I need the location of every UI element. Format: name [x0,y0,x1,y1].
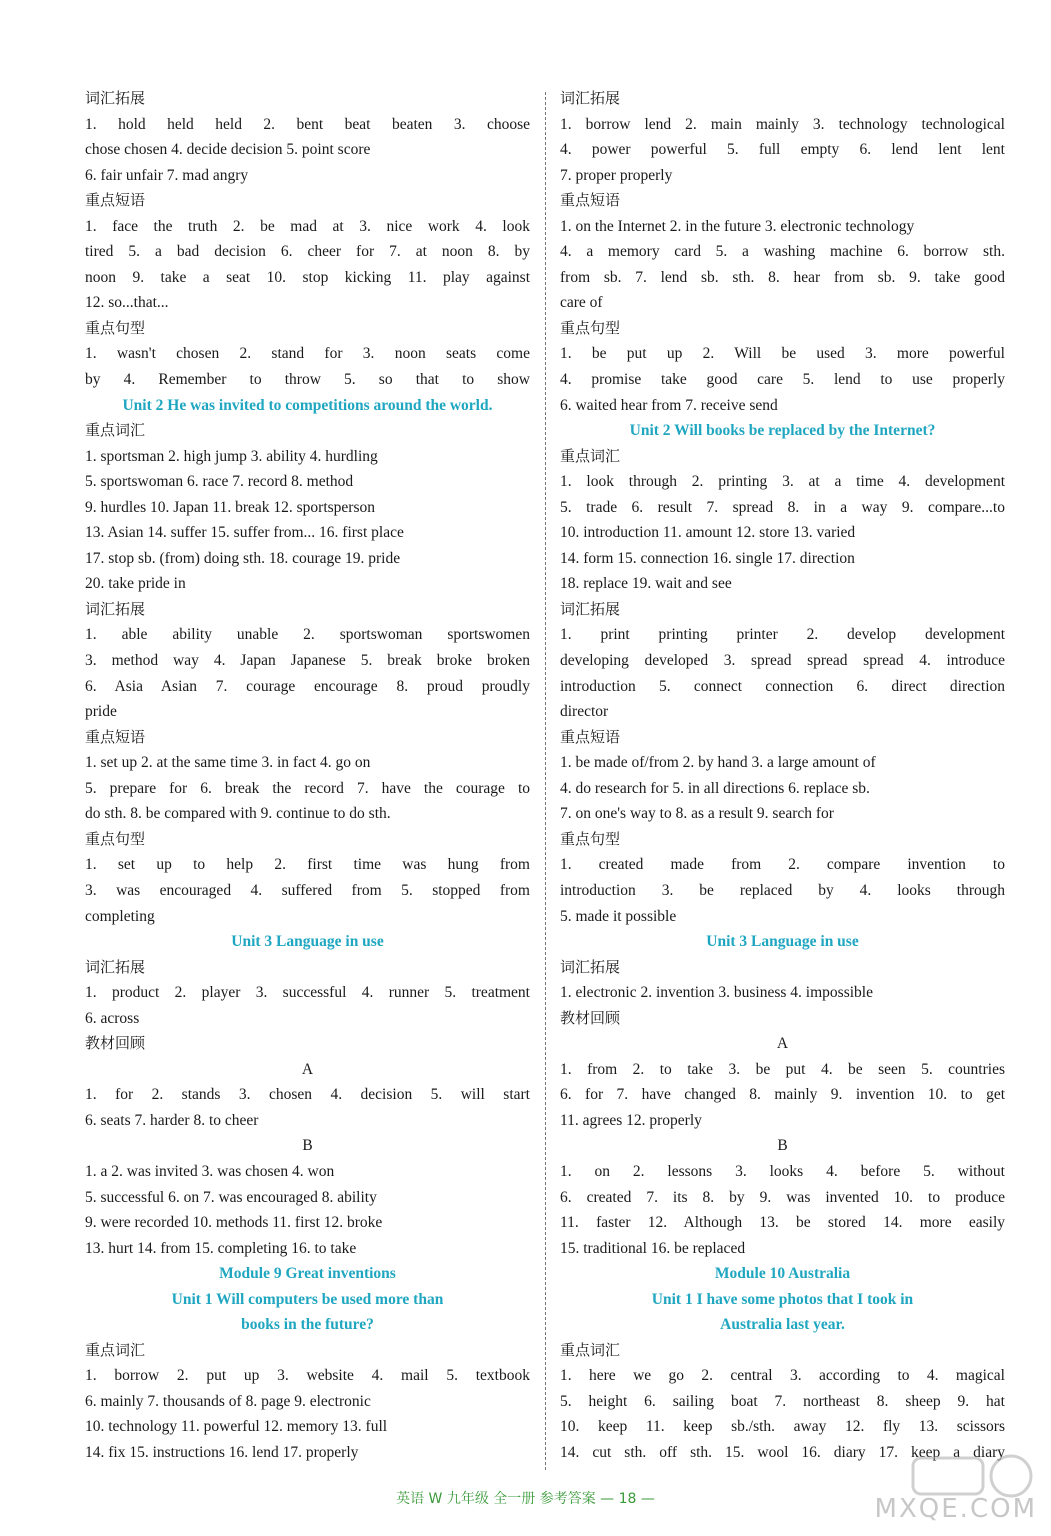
answer-line: 4. power powerful 5. full empty 6. lend lent lent [560,141,1005,159]
answer-line: 5. prepare for 6. break the record 7. have the courage to [85,779,530,797]
heading: 重点短语 [560,191,621,210]
answer-line: 13. hurt 14. from 15. completing 16. to take [85,1239,357,1257]
watermark-text: MXQE.COM [874,1494,1037,1524]
answer-line: 6. fair unfair 7. mad angry [85,166,249,184]
answer-line: director [560,703,609,721]
section-title: books in the future? [241,1316,374,1334]
answer-line: 1. created made from 2. compare invention to [560,856,1005,874]
answer-line: 11. agrees 12. properly [560,1111,702,1129]
heading: 重点句型 [85,829,146,848]
answer-line: do sth. 8. be compared with 9. continue to do sth. [85,805,391,823]
heading: 重点短语 [560,727,621,746]
section-title: Module 9 Great inventions [219,1265,396,1283]
answer-line: 1. print printing printer 2. develop development [560,626,1005,644]
section-title: Unit 1 Will computers be used more than [171,1290,444,1308]
answer-line: 1. here we go 2. central 3. according to 4. magical [560,1367,1005,1385]
heading: 词汇拓展 [85,957,146,976]
answer-line: 1. sportsman 2. high jump 3. ability 4. hurdling [85,447,378,465]
heading: 教材回顾 [85,1034,146,1053]
answer-line: 6. seats 7. harder 8. to cheer [85,1111,259,1129]
heading: 词汇拓展 [560,599,621,618]
heading: 重点短语 [85,727,146,746]
answer-line: developing developed 3. spread spread spread 4. introduce [560,652,1005,670]
answer-line: introduction 3. be replaced by 4. looks through [560,881,1005,899]
answer-line: 7. on one's way to 8. as a result 9. search for [560,805,834,823]
answer-line: 1. face the truth 2. be mad at 3. nice work 4. look [85,217,530,235]
answer-line: 1. be put up 2. Will be used 3. more powerful [560,345,1005,363]
answer-line: 14. fix 15. instructions 16. lend 17. properly [85,1443,359,1461]
answer-line: noon 9. take a seat 10. stop kicking 11. play against [85,268,530,286]
answer-line: pride [85,703,117,721]
answer-line: care of [560,294,603,312]
heading: 词汇拓展 [560,957,621,976]
answer-line: 6. waited hear from 7. receive send [560,396,778,414]
section-title: Australia last year. [720,1316,845,1334]
heading: 重点词汇 [85,1340,146,1359]
answer-line: 1. on the Internet 2. in the future 3. electronic technology [560,217,915,235]
answer-line: 5. sportswoman 6. race 7. record 8. method [85,473,354,491]
answer-line: 20. take pride in [85,575,186,593]
answer-line: from sb. 7. lend sb. sth. 8. hear from sb. 9. take good [560,268,1005,286]
answer-line: 11. faster 12. Although 13. be stored 14. more easily [560,1214,1005,1232]
answer-line: 13. Asian 14. suffer 15. suffer from... 16. first place [85,524,404,542]
answer-line: 1. product 2. player 3. successful 4. runner 5. treatment [85,984,530,1002]
answer-line: 1. look through 2. printing 3. at a time 4. development [560,473,1005,491]
answer-line: 4. do research for 5. in all directions 6. replace sb. [560,779,870,797]
answer-line: 18. replace 19. wait and see [560,575,732,593]
section-title: Unit 3 Language in use [706,933,859,951]
answer-line: 1. set up to help 2. first time was hung from [85,856,530,874]
heading: 重点短语 [85,191,146,210]
answer-line: 1. electronic 2. invention 3. business 4. impossible [560,984,873,1002]
answer-line: 15. traditional 16. be replaced [560,1239,746,1257]
answer-line: 10. keep 11. keep sb./sth. away 12. fly 13. scissors [560,1418,1005,1436]
heading: 词汇拓展 [85,89,146,107]
section-title: Unit 1 I have some photos that I took in [651,1290,914,1308]
heading: 重点句型 [85,318,146,337]
heading: 词汇拓展 [85,599,146,618]
heading: 词汇拓展 [560,89,621,107]
answer-line: 1. on 2. lessons 3. looks 4. before 5. without [560,1162,1005,1180]
answer-line: 12. so...that... [85,294,169,312]
answer-line: chose chosen 4. decide decision 5. point score [85,141,371,159]
section-title: Module 10 Australia [714,1265,851,1283]
section-title: Unit 2 He was invited to competitions around the world. [122,396,493,414]
answer-line: 9. hurdles 10. Japan 11. break 12. sportsperson [85,498,375,516]
answer-line: 1. able ability unable 2. sportswoman sportswomen [85,626,530,644]
answer-line: 10. introduction 11. amount 12. store 13. varied [560,524,856,542]
answer-line: 1. borrow 2. put up 3. website 4. mail 5. textbook [85,1367,530,1385]
answer-line: 3. method way 4. Japan Japanese 5. break broke broken [85,652,530,670]
column-divider [545,92,546,1470]
section-title: Unit 3 Language in use [231,933,384,951]
answer-line: 14. form 15. connection 16. single 17. direction [560,549,855,567]
answer-line: 6. Asia Asian 7. courage encourage 8. proud proudly [85,677,530,695]
heading: 重点句型 [560,829,621,848]
answer-line: by 4. Remember to throw 5. so that to show [85,371,530,389]
section-title: Unit 2 Will books be replaced by the Internet? [629,422,936,440]
answer-line: 1. hold held held 2. bent beat beaten 3. choose [85,115,530,133]
answer-line: completing [85,907,155,925]
answer-line: 9. were recorded 10. methods 11. first 12. broke [85,1214,383,1232]
answer-line: 7. proper properly [560,166,673,184]
right-column [560,86,1005,1466]
answer-line: introduction 5. connect connection 6. direct direction [560,677,1005,695]
answer-line: 5. successful 6. on 7. was encouraged 8. ability [85,1188,377,1206]
subsection-letter: A [301,1060,314,1078]
answer-line: 10. technology 11. powerful 12. memory 13. full [85,1418,388,1436]
heading: 重点词汇 [85,421,146,440]
answer-line: 4. promise take good care 5. lend to use properly [560,371,1005,389]
answer-line: 4. a memory card 5. a washing machine 6. borrow sth. [560,243,1005,261]
answer-line: 1. a 2. was invited 3. was chosen 4. won [85,1162,335,1180]
answer-line: 6. for 7. have changed 8. mainly 9. invention 10. to get [560,1086,1005,1104]
subsection-letter: B [302,1137,313,1155]
left-column [85,86,530,1466]
answer-line: 6. mainly 7. thousands of 8. page 9. electronic [85,1392,371,1410]
answer-line: 1. wasn't chosen 2. stand for 3. noon seats come [85,345,530,363]
watermark-logo [843,1450,1043,1530]
answer-line: 6. created 7. its 8. by 9. was invented 10. to produce [560,1188,1005,1206]
answer-line: 17. stop sb. (from) doing sth. 18. courage 19. pride [85,549,401,567]
heading: 教材回顾 [560,1008,621,1027]
heading: 重点词汇 [560,1340,621,1359]
answer-line: 3. was encouraged 4. suffered from 5. stopped from [85,881,530,899]
page-footer: 英语 W 九年级 全一册 参考答案 — 18 — [396,1491,655,1507]
answer-line: 5. made it possible [560,907,677,925]
answer-line: 14. cut sth. off sth. 15. wool 16. diary 17. keep a diary [560,1443,1005,1461]
answer-line: 6. across [85,1009,140,1027]
answer-line: 5. trade 6. result 7. spread 8. in a way 9. compare...to [560,498,1005,516]
answer-line: 1. for 2. stands 3. chosen 4. decision 5. will start [85,1086,530,1104]
subsection-letter: B [777,1137,788,1155]
answer-line: 1. borrow lend 2. main mainly 3. technology technological [560,115,1005,133]
answer-line: tired 5. a bad decision 6. cheer for 7. at noon 8. by [85,243,530,261]
subsection-letter: A [776,1035,789,1053]
answer-line: 1. be made of/from 2. by hand 3. a large amount of [560,754,876,772]
answer-line: 1. set up 2. at the same time 3. in fact 4. go on [85,754,371,772]
heading: 重点词汇 [560,446,621,465]
answer-line: 1. from 2. to take 3. be put 4. be seen 5. countries [560,1060,1005,1078]
heading: 重点句型 [560,318,621,337]
answer-line: 5. height 6. sailing boat 7. northeast 8. sheep 9. hat [560,1392,1005,1410]
